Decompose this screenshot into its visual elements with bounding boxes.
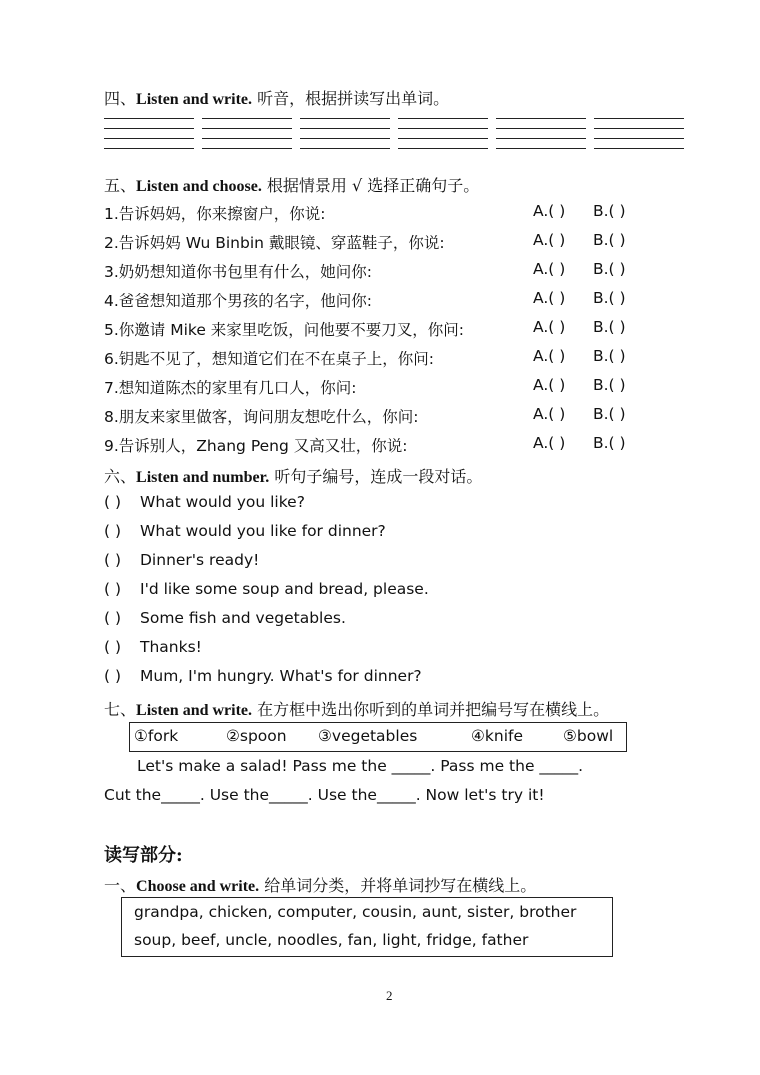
dialogue-sentence: Thanks! — [140, 638, 202, 656]
writing-line — [202, 128, 292, 129]
question-item: 4.爸爸想知道那个男孩的名字，他问你: — [104, 292, 373, 310]
writing-line-group[interactable] — [594, 118, 684, 158]
section4-heading — [104, 86, 449, 109]
section4-num: 四、 — [104, 89, 137, 108]
number-slot[interactable]: ( ) — [104, 609, 122, 627]
section5-num: 五、 — [104, 176, 137, 195]
reading-writing-title: 读写部分: — [104, 845, 183, 866]
choice-a-slot[interactable]: A.( ) — [533, 347, 566, 365]
section5-cn: 根据情景用 √ 选择正确句子。 — [266, 176, 480, 195]
question-item: 5.你邀请 Mike 来家里吃饭，问他要不要刀叉，你问: — [104, 321, 465, 339]
dialogue-sentence: Mum, I'm hungry. What's for dinner? — [140, 667, 422, 685]
choice-a-slot[interactable]: A.( ) — [533, 231, 566, 249]
writing-line — [496, 138, 586, 139]
question-item: 3.奶奶想知道你书包里有什么，她问你: — [104, 263, 373, 281]
writing-line — [104, 138, 194, 139]
dialogue-sentence: I'd like some soup and bread, please. — [140, 580, 429, 598]
rw-section1-num: 一、 — [104, 876, 137, 895]
writing-line — [300, 118, 390, 119]
question-item: 2.告诉妈妈 Wu Binbin 戴眼镜、穿蓝鞋子，你说: — [104, 234, 445, 252]
writing-line — [104, 148, 194, 149]
choice-b-slot[interactable]: B.( ) — [593, 231, 626, 249]
section7-en: Listen and write. — [136, 702, 253, 719]
word-bank-item: ③vegetables — [318, 727, 418, 745]
choice-a-slot[interactable]: A.( ) — [533, 318, 566, 336]
word-sort-box — [121, 897, 613, 957]
word-bank-item: ①fork — [134, 727, 179, 745]
choice-a-slot[interactable]: A.( ) — [533, 376, 566, 394]
section6-heading — [104, 464, 482, 487]
word-bank-item: ②spoon — [226, 727, 287, 745]
writing-line — [202, 148, 292, 149]
section7-heading — [104, 697, 609, 720]
writing-line — [594, 148, 684, 149]
choice-b-slot[interactable]: B.( ) — [593, 289, 626, 307]
writing-line — [398, 128, 488, 129]
dialogue-sentence: What would you like for dinner? — [140, 522, 386, 540]
writing-line — [300, 138, 390, 139]
choice-a-slot[interactable]: A.( ) — [533, 289, 566, 307]
writing-line-group[interactable] — [104, 118, 194, 158]
dialogue-sentence: Some fish and vegetables. — [140, 609, 346, 627]
section6-en: Listen and number. — [136, 469, 270, 486]
word-bank-item: ④knife — [471, 727, 523, 745]
number-slot[interactable]: ( ) — [104, 580, 122, 598]
writing-line — [300, 128, 390, 129]
section6-cn: 听句子编号，连成一段对话。 — [274, 467, 483, 486]
section7-num: 七、 — [104, 700, 137, 719]
choice-a-slot[interactable]: A.( ) — [533, 202, 566, 220]
number-slot[interactable]: ( ) — [104, 551, 122, 569]
number-slot[interactable]: ( ) — [104, 493, 122, 511]
word-bank-item: ⑤bowl — [563, 727, 614, 745]
writing-line — [300, 148, 390, 149]
word-bank-box — [129, 722, 627, 752]
writing-line-group[interactable] — [496, 118, 586, 158]
question-item: 7.想知道陈杰的家里有几口人，你问: — [104, 379, 357, 397]
section4-en: Listen and write. — [136, 91, 253, 108]
writing-line — [202, 118, 292, 119]
section6-num: 六、 — [104, 467, 137, 486]
section4-cn: 听音，根据拼读写出单词。 — [257, 89, 450, 108]
dialogue-sentence: Dinner's ready! — [140, 551, 260, 569]
word-sort-line-2: soup, beef, uncle, noodles, fan, light, fridge, father — [134, 931, 529, 949]
section7-cn: 在方框中选出你听到的单词并把编号写在横线上。 — [257, 700, 610, 719]
choice-b-slot[interactable]: B.( ) — [593, 347, 626, 365]
choice-b-slot[interactable]: B.( ) — [593, 260, 626, 278]
writing-line — [104, 128, 194, 129]
writing-line — [398, 118, 488, 119]
writing-line-group[interactable] — [202, 118, 292, 158]
choice-b-slot[interactable]: B.( ) — [593, 318, 626, 336]
choice-b-slot[interactable]: B.( ) — [593, 405, 626, 423]
word-sort-line-1: grandpa, chicken, computer, cousin, aunt, sister, brother — [134, 903, 577, 921]
question-item: 1.告诉妈妈，你来擦窗户，你说: — [104, 205, 326, 223]
writing-line — [496, 148, 586, 149]
question-item: 6.钥匙不见了，想知道它们在不在桌子上，你问: — [104, 350, 435, 368]
writing-line — [594, 118, 684, 119]
choice-a-slot[interactable]: A.( ) — [533, 405, 566, 423]
rw-section1-cn: 给单词分类，并将单词抄写在横线上。 — [264, 876, 537, 895]
writing-line — [202, 138, 292, 139]
section7-sentence-1: Let's make a salad! Pass me the _____. Pass me the _____. — [137, 757, 584, 775]
page-number: 2 — [386, 988, 393, 1003]
section5-heading — [104, 173, 479, 196]
choice-b-slot[interactable]: B.( ) — [593, 434, 626, 452]
writing-line — [594, 128, 684, 129]
writing-line-group[interactable] — [300, 118, 390, 158]
section5-en: Listen and choose. — [136, 178, 262, 195]
choice-a-slot[interactable]: A.( ) — [533, 260, 566, 278]
number-slot[interactable]: ( ) — [104, 667, 122, 685]
writing-line-group[interactable] — [398, 118, 488, 158]
rw-section1-en: Choose and write. — [136, 878, 260, 895]
dialogue-sentence: What would you like? — [140, 493, 305, 511]
writing-line — [104, 118, 194, 119]
writing-line — [594, 138, 684, 139]
choice-a-slot[interactable]: A.( ) — [533, 434, 566, 452]
writing-line — [496, 118, 586, 119]
number-slot[interactable]: ( ) — [104, 638, 122, 656]
writing-line — [496, 128, 586, 129]
writing-line — [398, 138, 488, 139]
question-item: 9.告诉别人，Zhang Peng 又高又壮，你说: — [104, 437, 408, 455]
rw-section1-heading — [104, 873, 536, 896]
number-slot[interactable]: ( ) — [104, 522, 122, 540]
question-item: 8.朋友来家里做客，询问朋友想吃什么，你问: — [104, 408, 419, 426]
writing-line — [398, 148, 488, 149]
section7-sentence-2: Cut the_____. Use the_____. Use the_____. Now let's try it! — [104, 786, 545, 804]
choice-b-slot[interactable]: B.( ) — [593, 202, 626, 220]
choice-b-slot[interactable]: B.( ) — [593, 376, 626, 394]
